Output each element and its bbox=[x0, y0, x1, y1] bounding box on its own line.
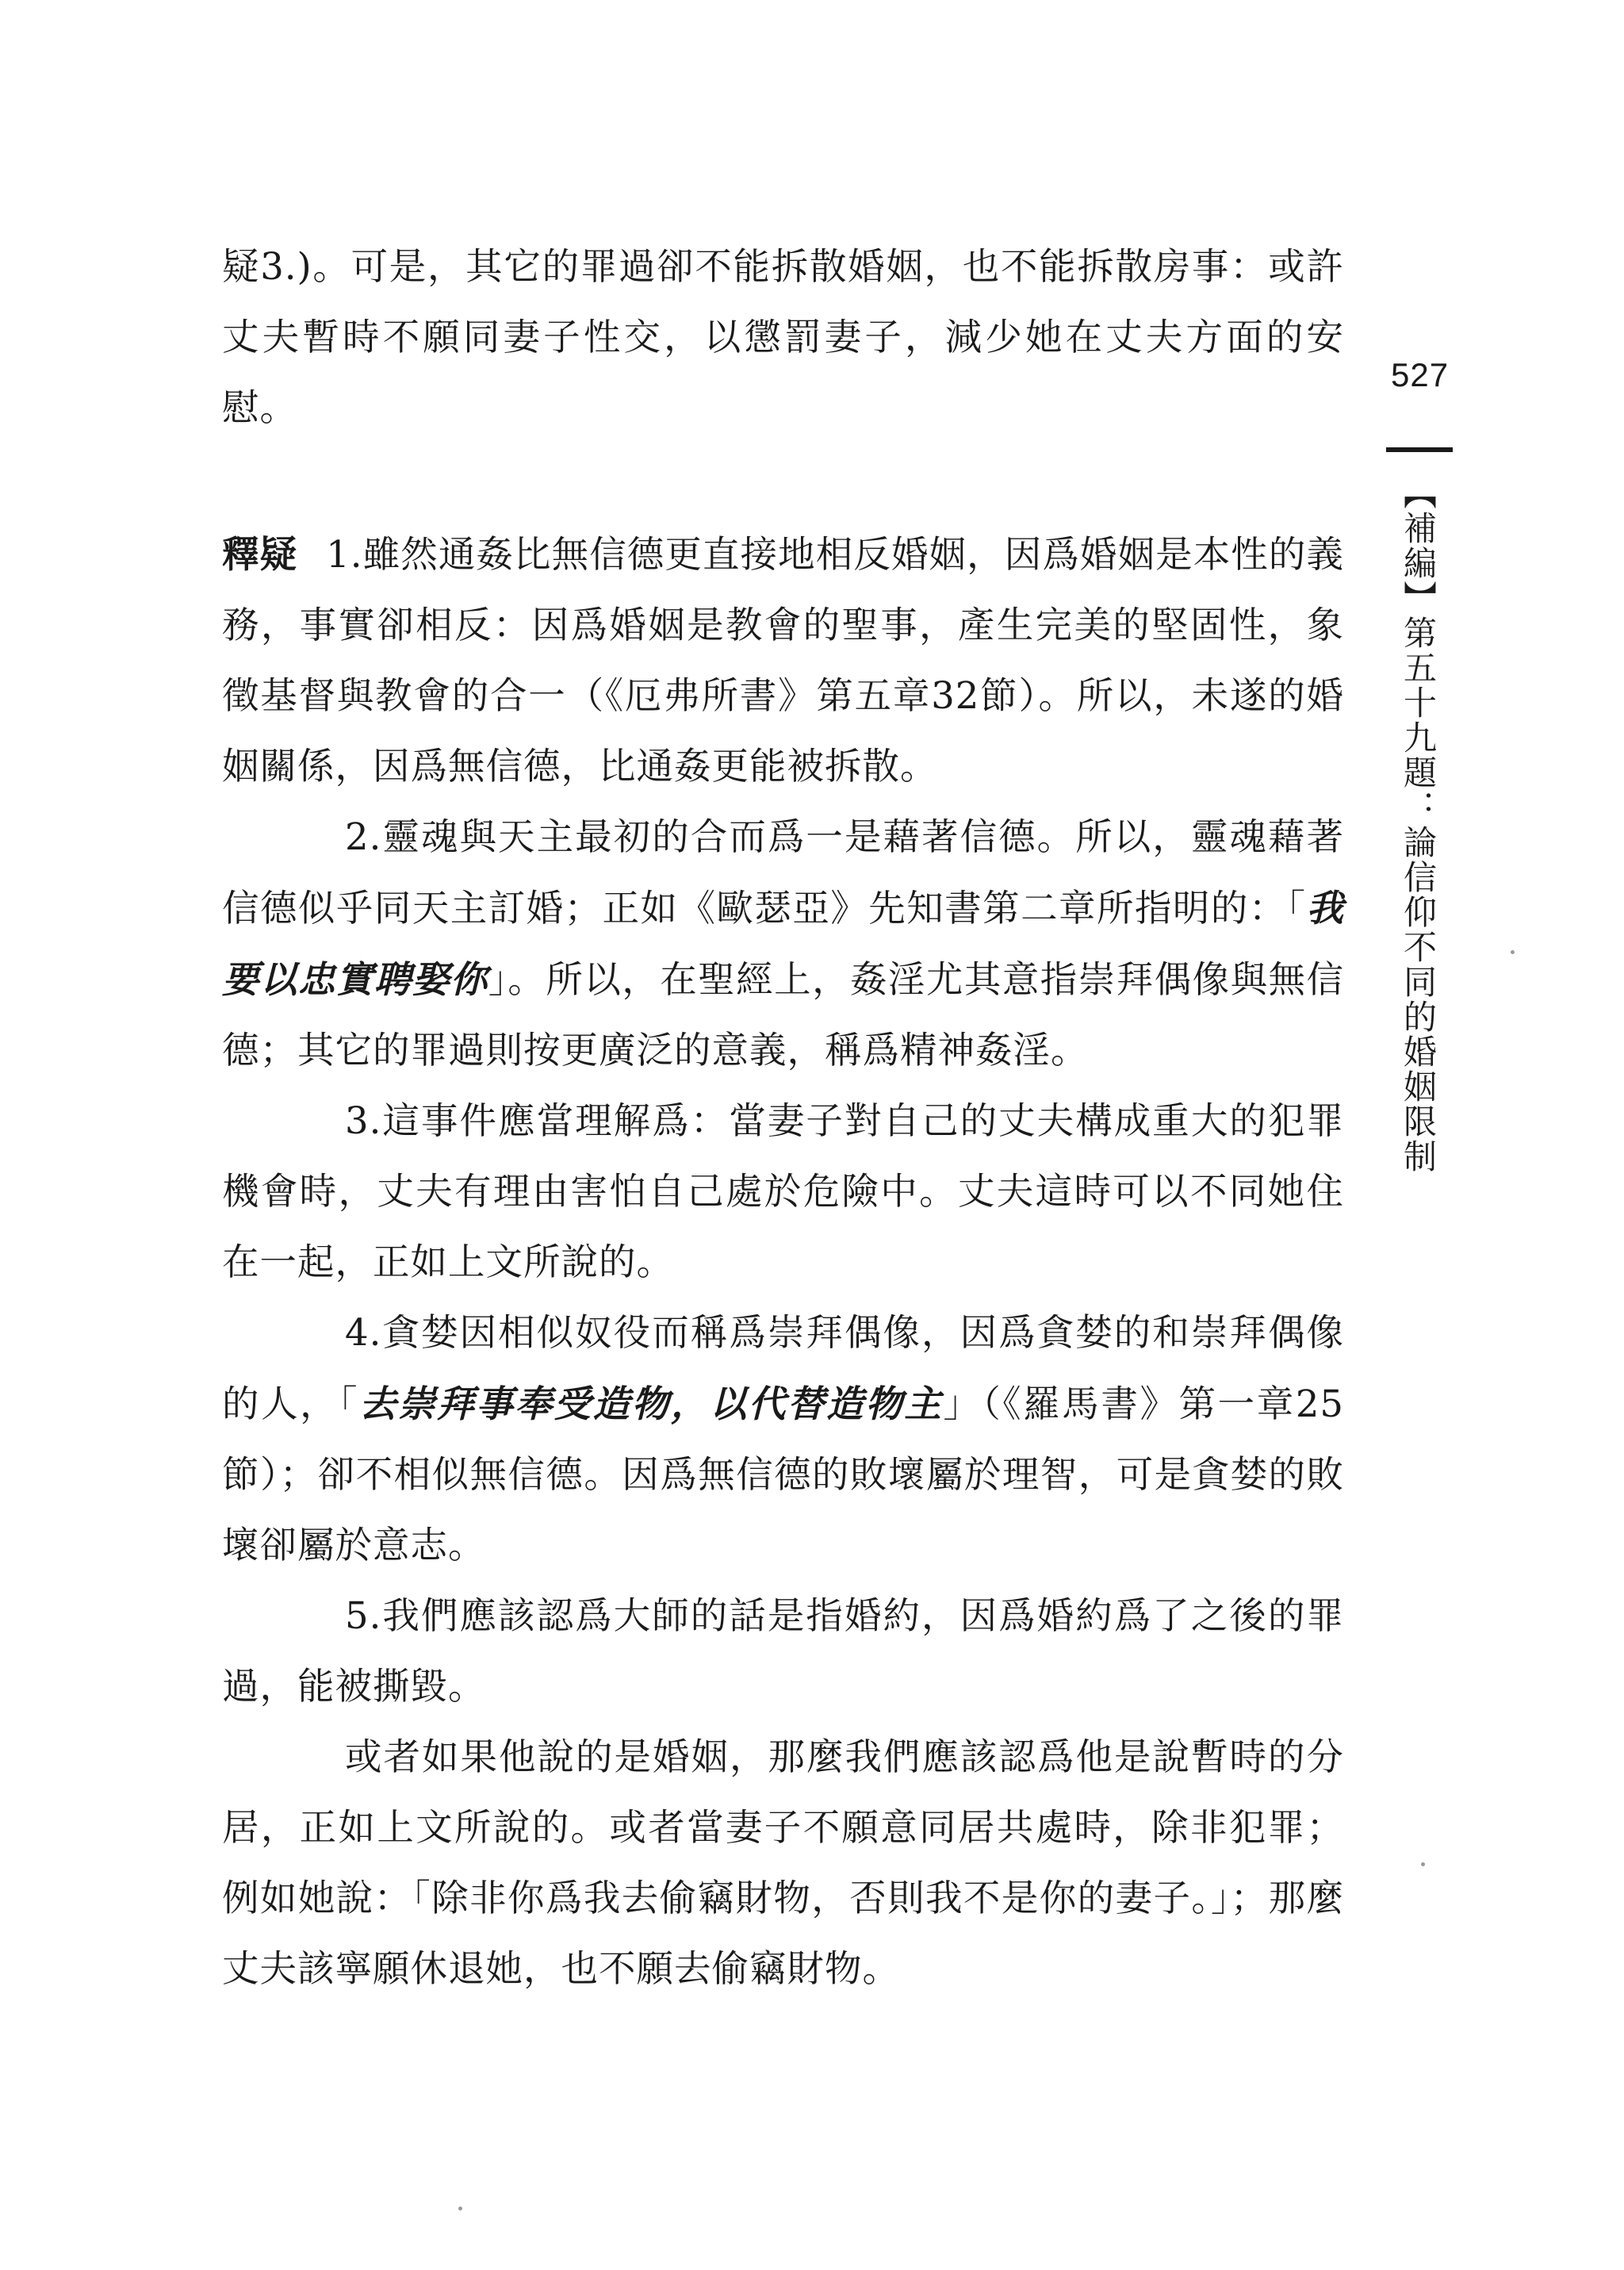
page-number: 527 bbox=[1391, 356, 1450, 393]
body-text bbox=[222, 232, 1344, 2004]
reply-point-2 bbox=[222, 802, 1344, 1086]
reply-point-1 bbox=[222, 519, 1344, 802]
scan-speck bbox=[1421, 1862, 1425, 1866]
reply-point-3: 3.這事件應當理解爲：當妻子對自己的丈夫構成重大的犯罪機會時，丈夫有理由害怕自己處於危險中。丈夫這時可以不同她住在一起，正如上文所說的。 bbox=[222, 1099, 1344, 1283]
scan-speck bbox=[1511, 950, 1515, 954]
reply-point-5: 5.我們應該認爲大師的話是指婚約，因爲婚約爲了之後的罪過，能被撕毀。 bbox=[222, 1594, 1344, 1708]
opening-paragraph: 疑3.)。可是，其它的罪過卻不能拆散婚姻，也不能拆散房事：或許丈夫暫時不願同妻子性交，以懲罰妻子，減少她在丈夫方面的安慰。 bbox=[222, 245, 1344, 429]
reply-point-4 bbox=[222, 1298, 1344, 1581]
reply-point-4-text-a: 4.貪婪因相似奴役而稱爲崇拜偶像，因爲貪婪的和崇拜偶像的人，「 bbox=[222, 1311, 1344, 1425]
reply-point-1-text: 1.雖然通姦比無信德更直接地相反婚姻，因爲婚姻是本性的義務，事實卻相反：因爲婚姻是教會的聖事，產生完美的堅固性，象徵基督與教會的合一（《厄弗所書》第五章32節）。所以，未遂的婚姻關係，因爲無信德，比通姦更能被拆散。 bbox=[222, 533, 1344, 788]
reply-point-4-text-b: 」（《羅馬書》第一章25節）；卻不相似無信德。因爲無信德的敗壞屬於理智，可是貪婪的敗壞卻屬於意志。 bbox=[222, 1382, 1345, 1566]
running-header: 【補編】第五十九題：論信仰不同的婚姻限制 bbox=[1399, 476, 1438, 1174]
scripture-quote-hosea: 我要以忠實聘娶你 bbox=[222, 886, 1344, 1001]
reply-label: 釋疑 bbox=[222, 532, 298, 576]
header-rule bbox=[1386, 447, 1453, 452]
closing-paragraph: 或者如果他說的是婚姻，那麼我們應該認爲他是說暫時的分居，正如上文所說的。或者當妻子不願意同居共處時，除非犯罪；例如她說：「除非你爲我去偷竊財物，否則我不是你的妻子。」；那麼丈夫該寧願休退她，也不願去偷竊財物。 bbox=[222, 1735, 1344, 1990]
reply-point-2-text-b: 」。所以，在聖經上，姦淫尤其意指崇拜偶像與無信德；其它的罪過則按更廣泛的意義，稱爲精神姦淫。 bbox=[222, 958, 1345, 1072]
scan-speck bbox=[458, 2207, 462, 2211]
scripture-quote-romans: 去崇拜事奉受造物，以代替造物主 bbox=[359, 1382, 944, 1425]
reply-point-2-text-a: 2.靈魂與天主最初的合而爲一是藉著信德。所以，靈魂藉著信德似乎同天主訂婚；正如《歐瑟亞》先知書第二章所指明的：「 bbox=[222, 815, 1344, 930]
